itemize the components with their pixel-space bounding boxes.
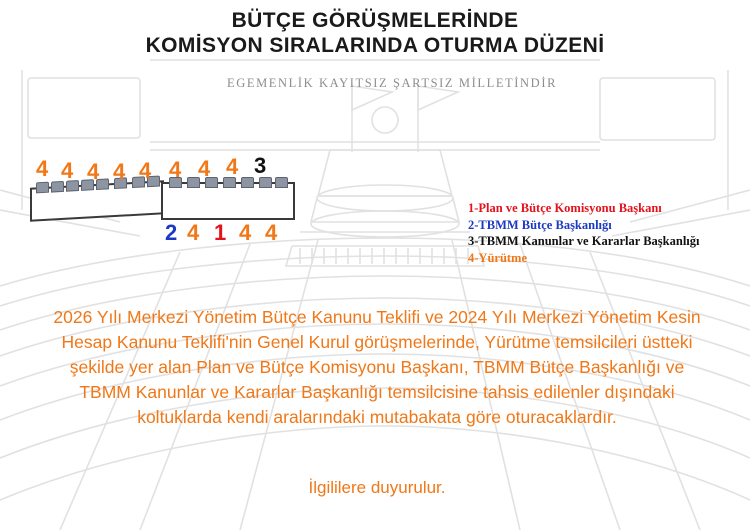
seat-number: 4 — [226, 154, 239, 179]
title-line-1: BÜTÇE GÖRÜŞMELERİNDE — [231, 9, 519, 32]
seat-number: 4 — [139, 158, 152, 183]
seat-number: 4 — [61, 158, 74, 183]
seat-number: 4 — [198, 156, 211, 181]
announcement-body: 2026 Yılı Merkezi Yönetim Bütçe Kanunu Teklifi ve 2024 Yılı Merkezi Yönetim Kesin Hesap Kanunu Teklifi'nin Genel Kurul görüşmelerinde, Yürütme temsilcileri üstteki şekilde yer alan Plan ve Bütçe Komisyonu Başkanı, TBMM Bütçe Başkanlığı ve TBMM Kanunlar ve Kararlar Başkanlığı temsilcisine tahsis edilenler dışındaki koltuklarda kendi aralarındaki mutabakata göre oturacaklardır. — [53, 307, 701, 427]
title-line-2: KOMİSYON SIRALARINDA OTURMA DÜZENİ — [145, 34, 605, 57]
legend — [468, 200, 748, 266]
legend-item-4: 4-Yürütme — [468, 250, 528, 265]
seat-number: 4 — [87, 159, 100, 184]
commission-bench-front-row — [161, 182, 295, 220]
announcement-notice: İlgililere duyurulur. — [308, 478, 446, 497]
seat-chair — [275, 177, 288, 188]
seat-number: 2 — [165, 220, 178, 245]
legend-item-1: 1-Plan ve Bütçe Komisyonu Başkanı — [468, 201, 662, 215]
seat-number: 4 — [113, 159, 126, 184]
commission-bench-back-row — [30, 180, 164, 221]
seat-number: 4 — [187, 220, 200, 245]
seat-number: 4 — [169, 157, 182, 182]
seat-numbers-bottom-row — [165, 222, 295, 250]
seat-number: 4 — [36, 156, 49, 181]
seat-number: 1 — [214, 220, 227, 245]
seat-numbers-top-row — [36, 153, 276, 184]
legend-item-2: 2-TBMM Bütçe Başkanlığı — [468, 217, 612, 232]
seat-number: 4 — [239, 220, 252, 245]
legend-item-3: 3-TBMM Kanunlar ve Kararlar Başkanlığı — [468, 234, 700, 248]
wall-motto: EGEMENLİK KAYITSIZ ŞARTSIZ MİLLETİNDİR — [226, 76, 558, 90]
page-title — [0, 8, 750, 58]
seat-number: 4 — [265, 220, 278, 245]
seat-number: 3 — [254, 153, 267, 178]
